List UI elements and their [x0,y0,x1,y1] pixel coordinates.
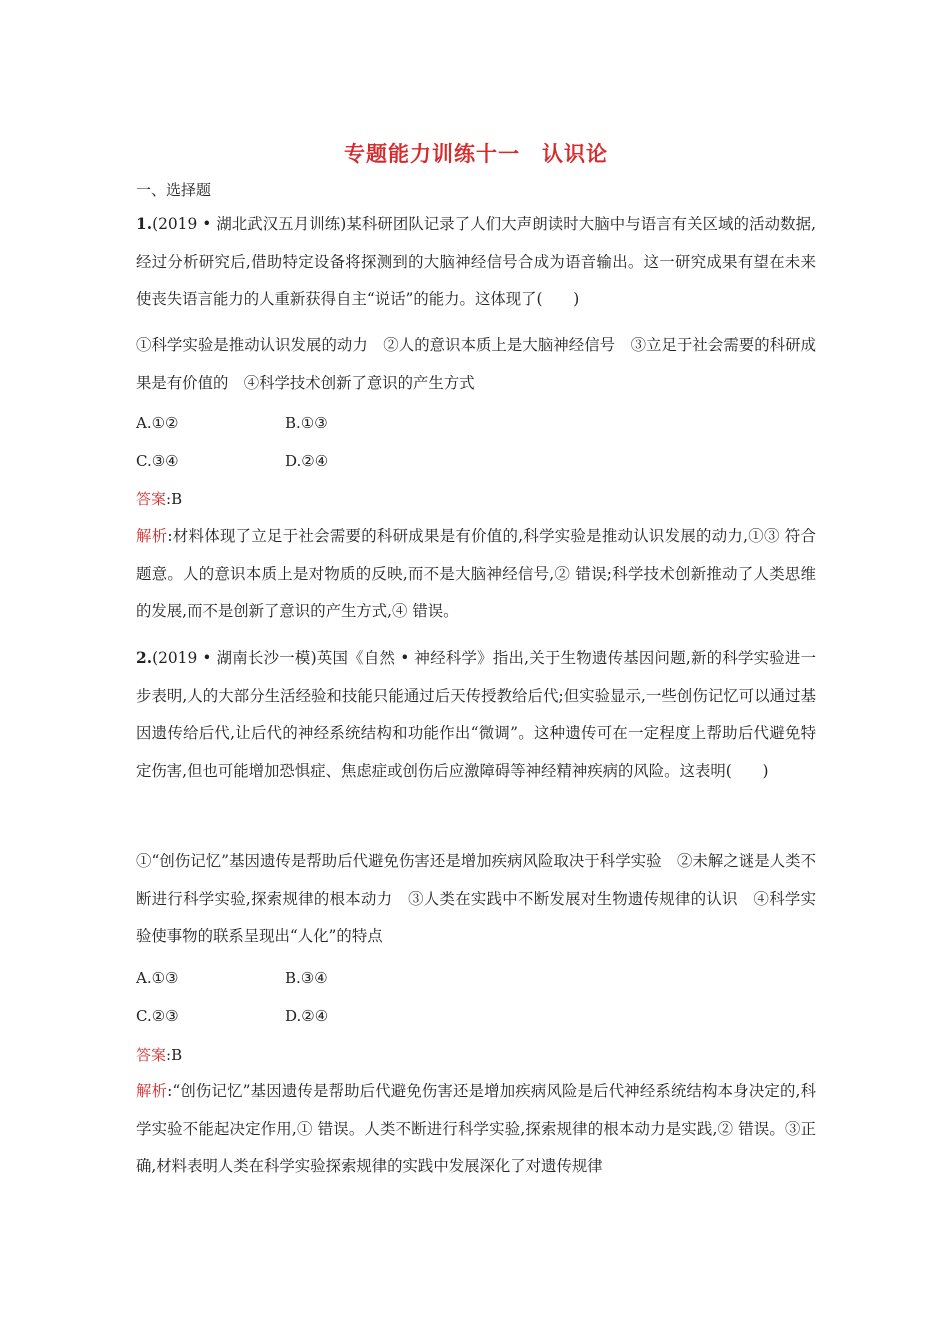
question-number: 1. [136,215,153,233]
question-text: (2019 • 湖南长沙一模)英国《自然 • 神经科学》指出,关于生物遗传基因问题,新的科学实验进一步表明,人的大部分生活经验和技能只能通过后天传授教给后代;但实验显示,一些创伤记忆可以通过基因遗传给后代,让后代的神经系统结构和功能作出“微调”。这种遗传可在一定程度上帮助后代避免特定伤害,但也可能增加恐惧症、焦虑症或创伤后应激障碍等神经精神疾病的风险。这表明( ) [136,649,816,780]
option-d: D.②④ [285,452,329,470]
analysis-label: 解析 [136,527,168,545]
question-1-analysis [136,518,816,631]
analysis-text: :“创伤记忆”基因遗传是帮助后代避免伤害还是增加疾病风险是后代神经系统结构本身决定的,科学实验不能起决定作用,① 错误。人类不断进行科学实验,探索规律的根本动力是实践,② 错误。③正确,材料表明人类在科学实验探索规律的实践中发展深化了对遗传规律 [136,1082,816,1175]
question-2-stem [136,640,816,790]
analysis-label: 解析 [136,1082,168,1100]
question-2-analysis [136,1073,816,1186]
question-1-choices: ①科学实验是推动认识发展的动力 ②人的意识本质上是大脑神经信号 ③立足于社会需要的科研成果是有价值的 ④科学技术创新了意识的产生方式 [136,336,816,392]
option-c: C.②③ [136,1007,179,1025]
question-1-answer [136,488,182,509]
answer-value: :B [166,1046,183,1064]
option-a: A.①② [136,414,179,432]
answer-label: 答案 [136,1046,167,1064]
section-heading: 一、选择题 [136,181,212,199]
question-1-stem [136,206,816,319]
question-text: (2019 • 湖北武汉五月训练)某科研团队记录了人们大声朗读时大脑中与语言有关区域的活动数据,经过分析研究后,借助特定设备将探测到的大脑神经信号合成为语音输出。这一研究成果有望在未来使丧失语言能力的人重新获得自主“说话”的能力。这体现了( ) [136,215,816,308]
analysis-text: :材料体现了立足于社会需要的科研成果是有价值的,科学实验是推动认识发展的动力,①③ 符合题意。人的意识本质上是对物质的反映,而不是大脑神经信号,② 错误;科学技术创新推动了人类思维的发展,而不是创新了意识的产生方式,④ 错误。 [136,527,816,620]
option-d: D.②④ [285,1007,329,1025]
question-2-choices: ①“创伤记忆”基因遗传是帮助后代避免伤害还是增加疾病风险取决于科学实验 ②未解之谜是人类不断进行科学实验,探索规律的根本动力 ③人类在实践中不断发展对生物遗传规律的认识 ④科学实验使事物的联系呈现出“人化”的特点 [136,852,816,945]
answer-label: 答案 [136,490,167,508]
question-number: 2. [136,649,153,667]
option-b: B.③④ [285,969,328,987]
option-a: A.①③ [136,969,179,987]
question-2-answer [136,1044,182,1065]
answer-value: :B [166,490,183,508]
option-c: C.③④ [136,452,179,470]
option-b: B.①③ [285,414,328,432]
page-title: 专题能力训练十一 认识论 [344,141,608,166]
